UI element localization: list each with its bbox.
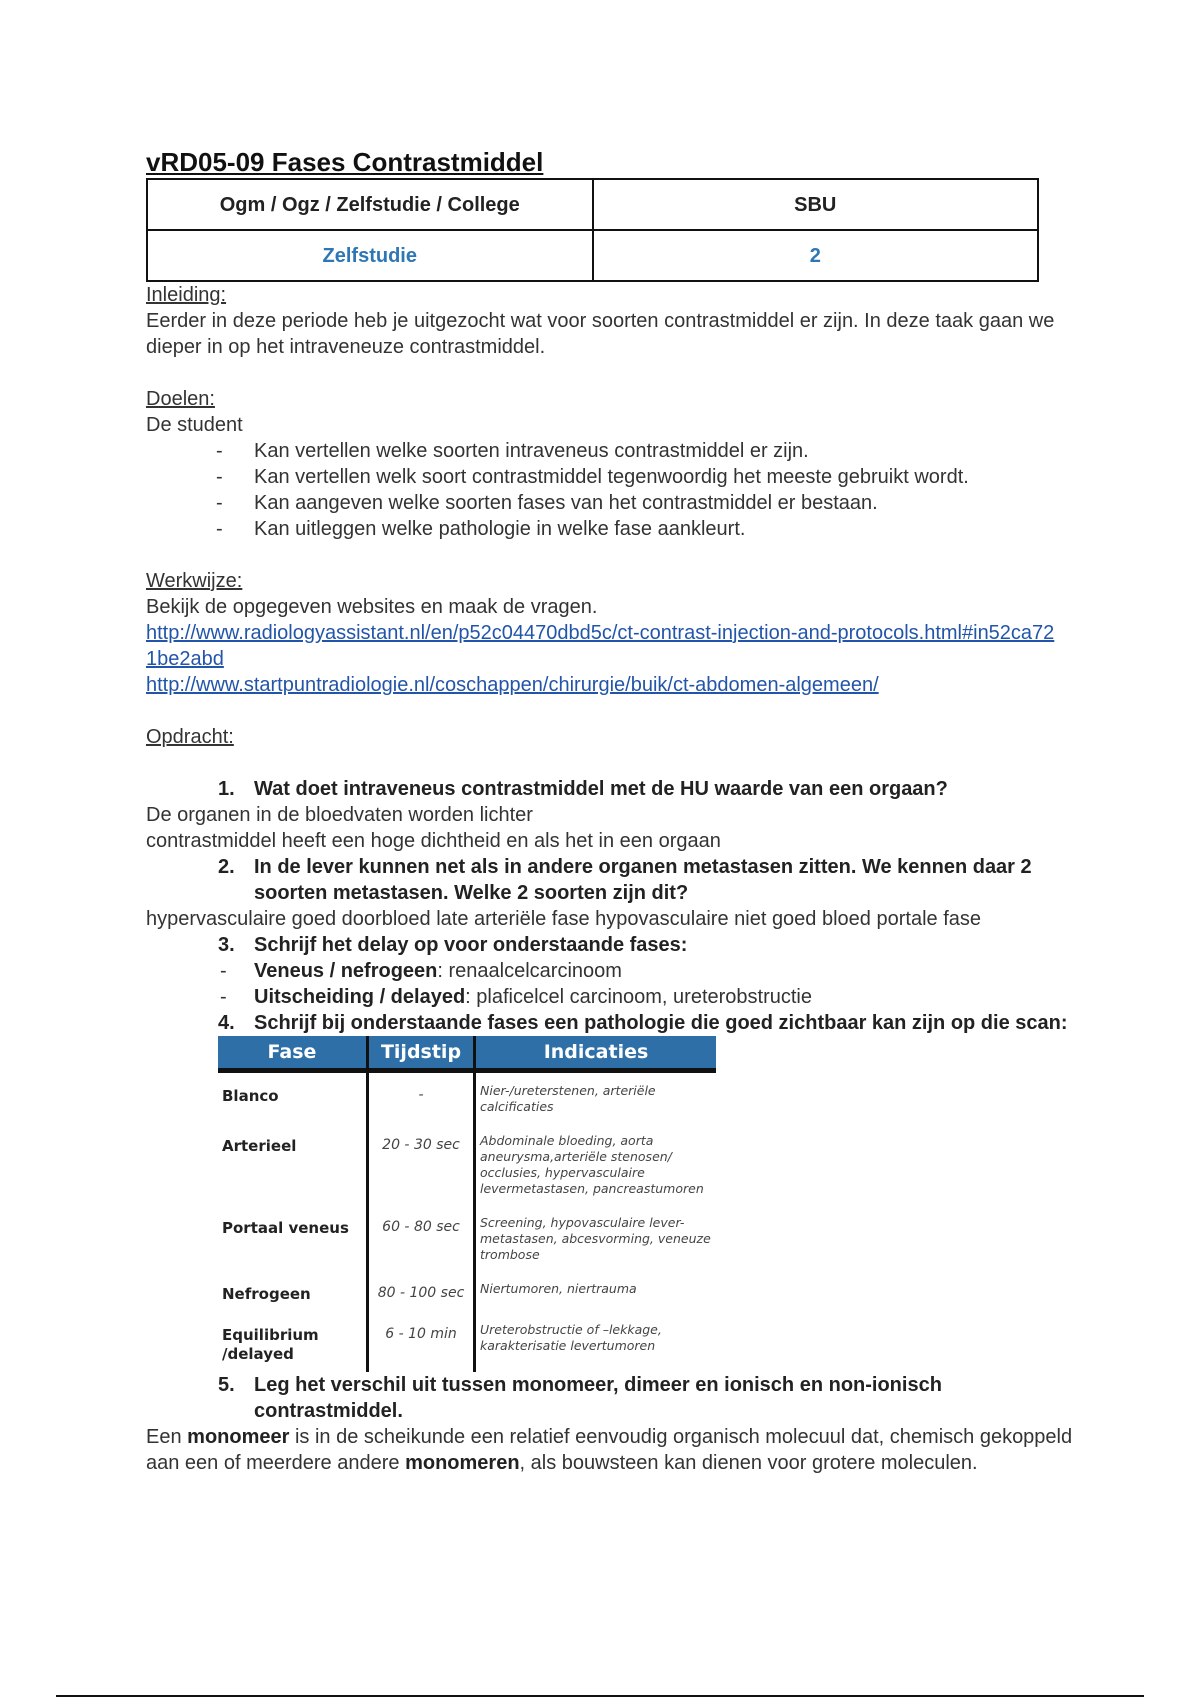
meta-value-sbu: 2 (593, 230, 1039, 281)
doelen-intro: De student (146, 414, 243, 436)
answer-3-item: - Veneus / nefrogeen: renaalcelcarcinoom (220, 960, 622, 982)
meta-header-type: Ogm / Ogz / Zelfstudie / College (147, 179, 593, 230)
cell-indicaties: Screening, hypovasculaire lever-metastasen, abcesvorming, veneuze trombose (480, 1215, 711, 1262)
question-1 (146, 776, 1076, 802)
cell-fase: Portaal veneus (218, 1205, 368, 1271)
answer-5: Een monomeer is in de scheikunde een relatief eenvoudig organisch molecuul dat, chemisch gekoppeld aan een of meerdere andere monomeren, als bouwsteen kan dienen voor grotere moleculen. (146, 1426, 1073, 1474)
meta-table (146, 178, 1039, 282)
question-number: 4. (218, 1012, 235, 1034)
question-number: 3. (218, 934, 235, 956)
question-5 (146, 1372, 1076, 1424)
column-header-indicaties: Indicaties (475, 1036, 717, 1071)
phase-label: Veneus / nefrogeen (254, 960, 438, 982)
cell-tijdstip: 80 - 100 sec (368, 1271, 475, 1312)
question-text: Leg het verschil uit tussen monomeer, dimeer en ionisch en non-ionisch contrastmiddel. (254, 1374, 942, 1422)
cell-fase: Equilibrium /delayed (218, 1312, 368, 1372)
table-row (218, 1071, 716, 1124)
cell-indicaties: Ureterobstructie of –lekkage, karakterisatie levertumoren (480, 1322, 662, 1353)
phase-label: Uitscheiding / delayed (254, 986, 466, 1008)
table-row (218, 1205, 716, 1271)
page-bottom-rule (56, 1695, 1144, 1697)
inleiding-text: Eerder in deze periode heb je uitgezocht wat voor soorten contrastmiddel er zijn. In deze taak gaan we dieper in op het intraveneuze contrastmiddel. (146, 310, 1055, 358)
meta-value-type: Zelfstudie (147, 230, 593, 281)
question-number: 5. (218, 1374, 235, 1396)
answer-3-item: - Uitscheiding / delayed: plaficelcel carcinoom, ureterobstructie (220, 986, 812, 1008)
question-text: In de lever kunnen net als in andere organen metastasen zitten. We kennen daar 2 soorten metastasen. Welke 2 soorten zijn dit? (254, 856, 1032, 904)
doelen-heading: Doelen: (146, 388, 215, 410)
phase-value: : renaalcelcarcinoom (437, 960, 622, 982)
opdracht-heading: Opdracht: (146, 726, 234, 748)
inleiding-heading: Inleiding: (146, 284, 227, 306)
column-header-tijdstip: Tijdstip (368, 1036, 475, 1071)
document (146, 146, 1076, 1476)
cell-fase: Blanco (218, 1071, 368, 1124)
table-row (218, 1312, 716, 1372)
cell-indicaties: Abdominale bloeding, aorta aneurysma,arteriële stenosen/ occlusies, hypervasculaire levermetastasen, pancreastumoren (480, 1133, 704, 1196)
werkwijze-text: Bekijk de opgegeven websites en maak de vragen. (146, 596, 598, 618)
radiologyassistant-link[interactable]: http://www.radiologyassistant.nl/en/p52c04470dbd5c/ct-contrast-injection-and-protocols.html#in52ca721be2abd (146, 622, 1055, 670)
question-3 (146, 932, 1076, 958)
cell-tijdstip: 6 - 10 min (368, 1312, 475, 1372)
question-2 (146, 854, 1076, 906)
list-item: - Kan vertellen welke soorten intraveneus contrastmiddel er zijn. (216, 438, 1076, 464)
cell-fase: Arterieel (218, 1123, 368, 1205)
cell-tijdstip: 60 - 80 sec (368, 1205, 475, 1271)
question-text: Schrijf bij onderstaande fases een pathologie die goed zichtbaar kan zijn op die scan: (254, 1012, 1068, 1034)
meta-header-sbu: SBU (593, 179, 1039, 230)
werkwijze-heading: Werkwijze: (146, 570, 243, 592)
list-item: - Kan vertellen welk soort contrastmiddel tegenwoordig het meeste gebruikt wordt. (216, 464, 1076, 490)
phase-value: : plaficelcel carcinoom, ureterobstructie (465, 986, 812, 1008)
question-text: Wat doet intraveneus contrastmiddel met de HU waarde van een orgaan? (254, 778, 948, 800)
cell-indicaties: Nier-/ureterstenen, arteriële calcificaties (480, 1083, 656, 1114)
question-text: Schrijf het delay op voor onderstaande fases: (254, 934, 688, 956)
answer-1-line-2: contrastmiddel heeft een hoge dichtheid en als het in een orgaan (146, 830, 721, 852)
table-row (218, 1271, 716, 1312)
startpuntradiologie-link[interactable]: http://www.startpuntradiologie.nl/coschappen/chirurgie/buik/ct-abdomen-algemeen/ (146, 674, 879, 696)
list-item: - Kan uitleggen welke pathologie in welke fase aankleurt. (216, 516, 1076, 542)
cell-indicaties: Niertumoren, niertrauma (480, 1281, 637, 1296)
cell-tijdstip: 20 - 30 sec (368, 1123, 475, 1205)
question-number: 1. (218, 778, 235, 800)
question-number: 2. (218, 856, 235, 878)
question-4 (146, 1010, 1076, 1036)
table-row (218, 1123, 716, 1205)
column-header-fase: Fase (218, 1036, 368, 1071)
list-item: - Kan aangeven welke soorten fases van het contrastmiddel er bestaan. (216, 490, 1076, 516)
cell-fase: Nefrogeen (218, 1271, 368, 1312)
cell-tijdstip: - (368, 1071, 475, 1124)
page-title: vRD05-09 Fases Contrastmiddel (146, 147, 544, 177)
phase-table (218, 1036, 716, 1372)
doelen-list (146, 438, 1076, 542)
answer-2: hypervasculaire goed doorbloed late arteriële fase hypovasculaire niet goed bloed portale fase (146, 908, 981, 930)
answer-1-line-1: De organen in de bloedvaten worden lichter (146, 804, 533, 826)
